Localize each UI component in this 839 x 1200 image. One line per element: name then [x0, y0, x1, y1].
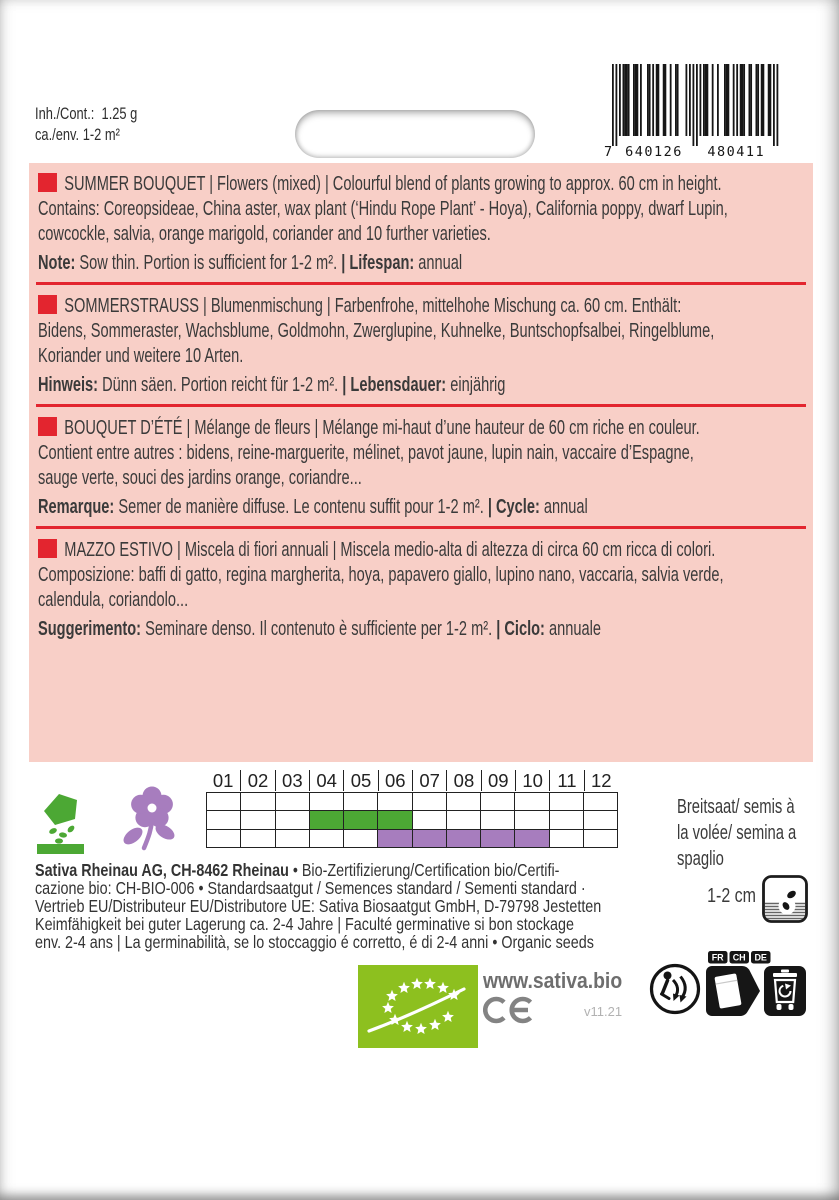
footer-line: env. 2-4 ans | La germinabilità, se lo stoccaggio é corretto, é di 2-4 anni • Organic seeds	[35, 932, 594, 952]
text-line	[38, 294, 682, 319]
calendar-cell	[550, 811, 584, 829]
calendar-cell	[207, 811, 241, 829]
month-label: 02	[240, 770, 274, 791]
calendar-cell	[207, 793, 241, 811]
note-line: Note: Sow thin. Portion is sufficient for 1-2 m². | Lifespan: annual	[38, 252, 463, 274]
month-label: 07	[412, 770, 446, 791]
calendar-cell	[241, 793, 275, 811]
note-line: Remarque: Semer de manière diffuse. Le contenu suffit pour 1-2 m². | Cycle: annual	[38, 496, 588, 518]
calendar-cell	[241, 830, 275, 848]
calendar-cell	[207, 830, 241, 848]
calendar-cell	[447, 793, 481, 811]
sowing-calendar-grid	[206, 792, 618, 848]
ce-mark	[483, 996, 535, 1024]
block-title-line: BOUQUET D’ÉTÉ | Mélange de fleurs | Mélange mi-haut d’une hauteur de 60 cm riche en couleur.	[64, 417, 700, 439]
sowing-depth-value: 1-2 cm	[707, 885, 756, 907]
sowing-depth-icon	[762, 875, 808, 923]
content-info	[35, 104, 166, 146]
calendar-cell	[447, 811, 481, 829]
method-line: Breitsaat/ semis à	[677, 796, 795, 818]
language-block-de	[29, 285, 813, 398]
text-line	[38, 416, 700, 441]
calendar-cell	[584, 811, 618, 829]
footer-line: cazione bio: CH-BIO-006 • Standardsaatgut / Semences standard / Sementi standard ·	[35, 878, 586, 898]
note-line: Suggerimento: Seminare denso. Il contenuto è sufficiente per 1-2 m². | Ciclo: annuale	[38, 618, 601, 640]
calendar-cell	[378, 811, 412, 829]
language-block-it	[29, 529, 813, 642]
block-title-line: MAZZO ESTIVO | Miscela di fiori annuali | Miscela medio-alta di altezza di circa 60 cm ricca di colori.	[64, 539, 716, 561]
text-line: Contains: Coreopsideae, China aster, wax plant (‘Hindu Rope Plant’ - Hoya), California poppy, dwarf Lupin,	[38, 198, 728, 220]
language-block-en	[29, 163, 813, 276]
footer-line: Keimfähigkeit bei guter Lagerung ca. 2-4 Jahre | Faculté germinative si bon stockage	[35, 914, 574, 934]
content-label: Inh./Cont.:	[35, 105, 95, 123]
month-label: 10	[515, 770, 549, 791]
flower-icon	[114, 784, 186, 856]
month-label: 12	[584, 770, 618, 791]
month-label: 04	[309, 770, 343, 791]
text-line	[38, 538, 716, 563]
text-line	[38, 172, 722, 197]
calendar-cell	[344, 793, 378, 811]
calendar-cell	[515, 811, 549, 829]
text-line: Bidens, Sommeraster, Wachsblume, Goldmohn, Zwerglupine, Kuhnelke, Buntschopfsalbei, Ringelblume,	[38, 320, 715, 342]
version-label: v11.21	[584, 1004, 623, 1019]
calendar-cell	[241, 811, 275, 829]
month-label: 05	[343, 770, 377, 791]
calendar-cell	[413, 830, 447, 848]
triman-recycling-icon	[648, 962, 702, 1016]
tab-de: DE	[754, 952, 767, 963]
language-block-fr	[29, 407, 813, 520]
text-line: sauge verte, souci des jardins orange, coriandre...	[38, 467, 362, 489]
month-label: 08	[446, 770, 480, 791]
description-panel	[29, 163, 813, 762]
calendar-cell	[310, 830, 344, 848]
footer-line: Sativa Rheinau AG, CH-8462 Rheinau • Bio-Zertifizierung/Certification bio/Certifi-	[35, 860, 560, 880]
tab-fr: FR	[711, 952, 724, 963]
month-label: 09	[481, 770, 515, 791]
calendar-cell	[413, 811, 447, 829]
month-label: 11	[549, 770, 583, 791]
red-square-bullet	[38, 295, 57, 314]
seed-sowing-icon	[36, 792, 96, 854]
red-square-bullet	[38, 539, 57, 558]
calendar-cell	[276, 811, 310, 829]
area-value: ca./env. 1-2 m²	[35, 126, 120, 144]
text-line: cowcockle, salvia, orange marigold, coriander and 10 further varieties.	[38, 223, 491, 245]
barcode-digits: 640126	[625, 144, 683, 160]
barcode-digits: 7	[604, 144, 614, 160]
eu-organic-leaf-logo	[358, 965, 478, 1048]
text-line: calendula, coriandolo...	[38, 589, 189, 611]
method-line: la volée/ semina a	[677, 822, 797, 844]
method-line: spaglio	[677, 848, 724, 870]
month-label: 03	[275, 770, 309, 791]
tab-ch: CH	[732, 952, 746, 963]
calendar-cell	[447, 830, 481, 848]
calendar-cell	[584, 830, 618, 848]
calendar-cell	[481, 793, 515, 811]
calendar-cell	[550, 830, 584, 848]
disposal-instructions-icon	[702, 950, 810, 1020]
content-line	[35, 104, 137, 125]
calendar-cell	[378, 830, 412, 848]
calendar-cell	[550, 793, 584, 811]
month-label: 01	[212, 770, 234, 791]
calendar-cell	[378, 793, 412, 811]
red-square-bullet	[38, 417, 57, 436]
ean13-barcode	[604, 60, 782, 160]
calendar-cell	[515, 793, 549, 811]
website-url: www.sativa.bio	[483, 968, 623, 993]
hang-hole-slot	[295, 110, 535, 158]
calendar-cell	[413, 793, 447, 811]
calendar-cell	[515, 830, 549, 848]
calendar-cell	[481, 811, 515, 829]
calendar-cell	[344, 811, 378, 829]
footer-line: Vertrieb EU/Distributeur EU/Distributore UE: Sativa Biosaatgut GmbH, D-79798 Jestetten	[35, 896, 602, 916]
red-square-bullet	[38, 173, 57, 192]
calendar-month-header	[206, 770, 618, 791]
block-title-line: SUMMER BOUQUET | Flowers (mixed) | Colourful blend of plants growing to approx. 60 cm in height.	[64, 173, 722, 195]
note-line: Hinweis: Dünn säen. Portion reicht für 1-2 m². | Lebensdauer: einjährig	[38, 374, 506, 396]
calendar-cell	[310, 793, 344, 811]
certification-address-block	[35, 861, 726, 951]
calendar-cell	[344, 830, 378, 848]
calendar-cell	[310, 811, 344, 829]
text-line: Koriander und weitere 10 Arten.	[38, 345, 244, 367]
month-label: 06	[378, 770, 412, 791]
barcode-digits: 480411	[707, 144, 766, 160]
calendar-cell	[276, 793, 310, 811]
text-line: Contient entre autres : bidens, reine-marguerite, mélinet, pavot jaune, lupin nain, vaccaire d’Espagne,	[38, 442, 694, 464]
content-value: 1.25 g	[101, 105, 138, 123]
calendar-cell	[276, 830, 310, 848]
calendar-cell	[481, 830, 515, 848]
calendar-cell	[584, 793, 618, 811]
block-title-line: SOMMERSTRAUSS | Blumenmischung | Farbenfrohe, mittelhohe Mischung ca. 60 cm. Enthält:	[64, 295, 682, 317]
text-line: Composizione: baffi di gatto, regina margherita, hoya, papavero giallo, lupino nano, vaccaria, salvia verde,	[38, 564, 724, 586]
